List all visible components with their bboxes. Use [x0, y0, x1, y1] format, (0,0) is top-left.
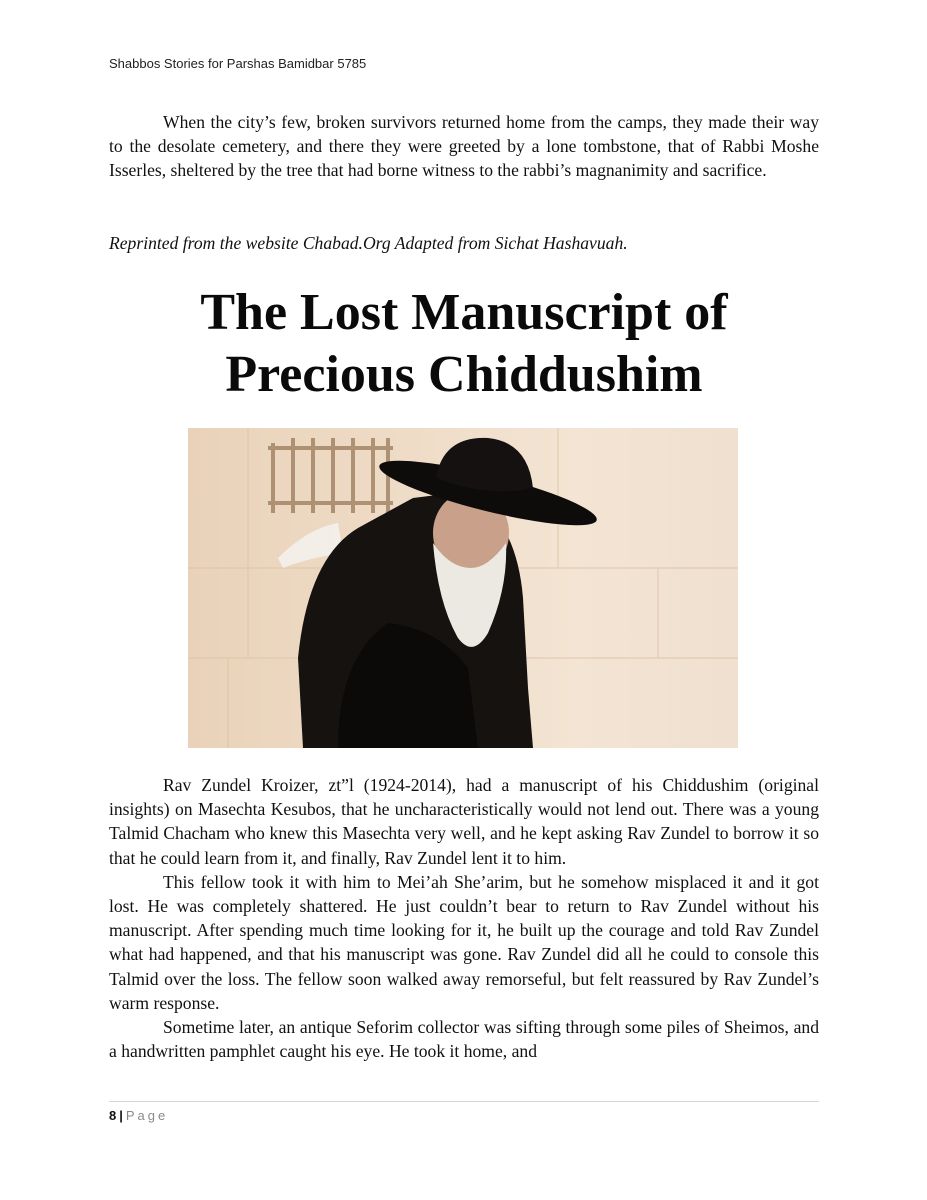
rabbi-photo [188, 428, 738, 748]
previous-story-paragraph [109, 110, 819, 183]
story-paragraph: Rav Zundel Kroizer, zt”l (1924-2014), had a manuscript of his Chiddushim (original insights) on Masechta Kesubos, that he uncharacteristically would not lend out. There was a young Talmid Chacham who knew this Masechta very well, and he kept asking Rav Zundel to borrow it so that he could learn from it, and finally, Rav Zundel lent it to him. [109, 775, 819, 868]
footer-divider [109, 1101, 819, 1102]
rabbi-photo-illustration [188, 428, 738, 748]
running-header: Shabbos Stories for Parshas Bamidbar 5785 [109, 56, 367, 71]
page-footer [109, 1108, 168, 1123]
story-title [109, 282, 819, 406]
story-title-line2: Precious Chiddushim [225, 346, 703, 403]
story-paragraph: Sometime later, an antique Seforim collector was sifting through some piles of Sheimos, and a handwritten pamphlet caught his eye. He took it home, and [109, 1017, 819, 1062]
page-number: 8 [109, 1108, 117, 1123]
page-label: Page [125, 1108, 169, 1123]
story-paragraph: This fellow took it with him to Mei’ah She’arim, but he somehow misplaced it and it got lost. He was completely shattered. He just couldn’t bear to return to Rav Zundel without his manuscript. After spending much time looking for it, he built up the courage and told Rav Zundel what had happened, and that his manuscript was gone. Rav Zundel did all he could to console this Talmid over the loss. The fellow soon walked away remorseful, but felt reassured by Rav Zundel’s warm response. [109, 871, 819, 1013]
paragraph-text: When the city’s few, broken survivors returned home from the camps, they made their way to the desolate cemetery, and there they were greeted by a lone tombstone, that of Rabbi Moshe Isserles, sheltered by the tree that had borne witness to the rabbi’s magnanimity and sacrifice. [109, 112, 819, 181]
story-title-line1: The Lost Manuscript of [200, 284, 728, 341]
reprint-credit: Reprinted from the website Chabad.Org Adapted from Sichat Hashavuah. [109, 233, 628, 253]
story-body [109, 773, 819, 1063]
footer-separator: | [119, 1108, 123, 1123]
